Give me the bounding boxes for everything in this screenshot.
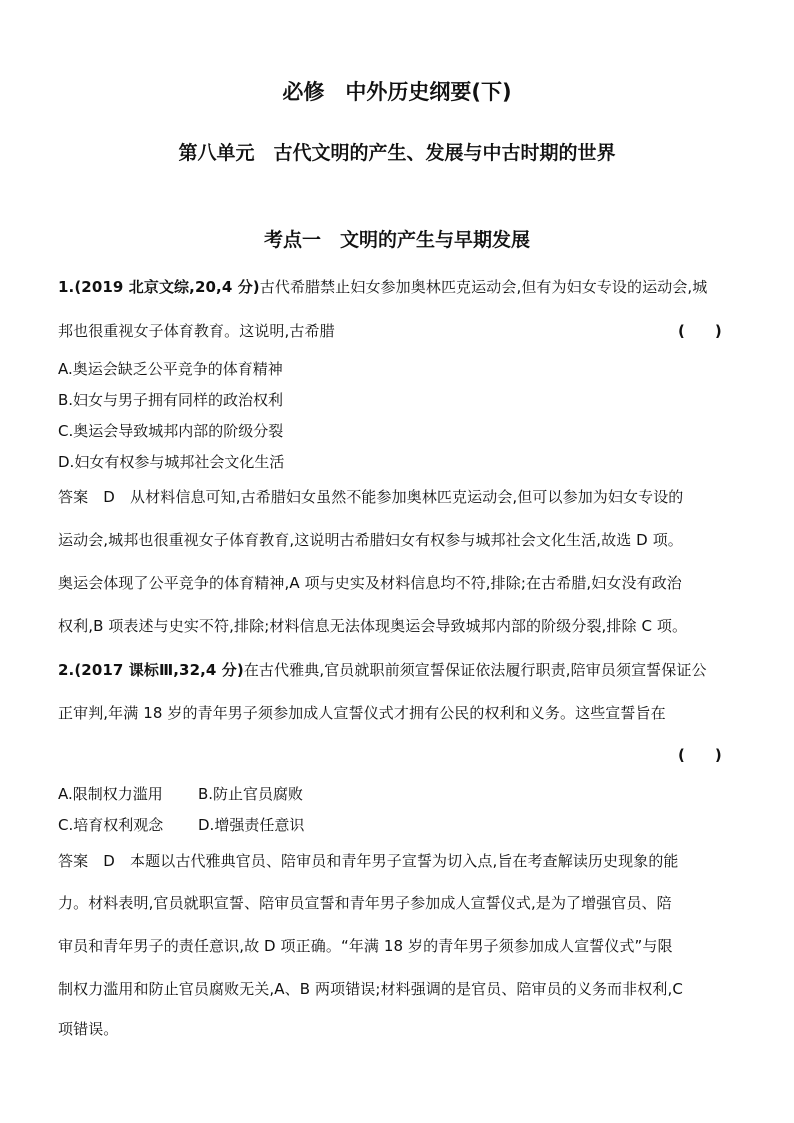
question-2-answer-line-1: 答案 D 本题以古代雅典官员、陪审员和青年男子宣誓为切入点,旨在考查解读历史现象的能: [58, 852, 679, 870]
question-1-answer-line-4: 权利,B 项表述与史实不符,排除;材料信息无法体现奥运会导致城邦内部的阶级分裂,排除 C 项。: [58, 617, 688, 635]
question-1-option-c: C.奥运会导致城邦内部的阶级分裂: [58, 422, 284, 440]
page-title: 必修 中外历史纲要(下): [282, 80, 512, 104]
topic-heading: 考点一 文明的产生与早期发展: [263, 229, 530, 251]
question-2-answer-line-4: 制权力滥用和防止官员腐败无关,A、B 两项错误;材料强调的是官员、陪审员的义务而非权利,C: [58, 980, 683, 998]
question-1-stem-text-1: 古代希腊禁止妇女参加奥林匹克运动会,但有为妇女专设的运动会,城: [259, 278, 708, 296]
question-2-number: 2.(2017 课标Ⅲ,32,4 分): [58, 661, 244, 679]
unit-heading: 第八单元 古代文明的产生、发展与中古时期的世界: [178, 142, 616, 164]
question-2-stem-line-1: [58, 659, 707, 680]
question-1-option-d: D.妇女有权参与城邦社会文化生活: [58, 453, 285, 471]
question-1-option-b: B.妇女与男子拥有同样的政治权利: [58, 391, 284, 409]
question-2-stem-line-2: 正审判,年满 18 岁的青年男子须参加成人宣誓仪式才拥有公民的权利和义务。这些宣誓旨在: [58, 704, 666, 722]
question-1-number: 1.(2019 北京文综,20,4 分): [58, 278, 260, 296]
question-1-answer-line-2: 运动会,城邦也很重视女子体育教育,这说明古希腊妇女有权参与城邦社会文化生活,故选 D 项。: [58, 531, 683, 549]
question-2-answer-blank: ( ): [678, 746, 722, 764]
question-2-option-b: B.防止官员腐败: [198, 785, 304, 803]
question-1-stem-line-2: 邦也很重视女子体育教育。这说明,古希腊: [58, 322, 335, 340]
question-2-answer-line-2: 力。材料表明,官员就职宣誓、陪审员宣誓和青年男子参加成人宣誓仪式,是为了增强官员、陪: [58, 894, 672, 912]
question-1-option-a: A.奥运会缺乏公平竞争的体育精神: [58, 360, 283, 378]
question-1-answer-line-3: 奥运会体现了公平竞争的体育精神,A 项与史实及材料信息均不符,排除;在古希腊,妇女没有政治: [58, 574, 682, 592]
question-1-stem-line-1: [58, 276, 707, 297]
question-2-answer-line-3: 审员和青年男子的责任意识,故 D 项正确。“年满 18 岁的青年男子须参加成人宣誓仪式”与限: [58, 937, 673, 955]
question-2-option-a: A.限制权力滥用: [58, 785, 163, 803]
question-1-answer-blank: ( ): [678, 322, 722, 340]
question-2-stem-text-1: 在古代雅典,官员就职前须宣誓保证依法履行职责,陪审员须宣誓保证公: [243, 661, 707, 679]
question-1-answer-line-1: 答案 D 从材料信息可知,古希腊妇女虽然不能参加奥林匹克运动会,但可以参加为妇女专设的: [58, 488, 684, 506]
question-2-option-d: D.增强责任意识: [198, 816, 305, 834]
question-2-option-c: C.培育权利观念: [58, 816, 164, 834]
question-2-answer-line-5: 项错误。: [58, 1020, 119, 1038]
